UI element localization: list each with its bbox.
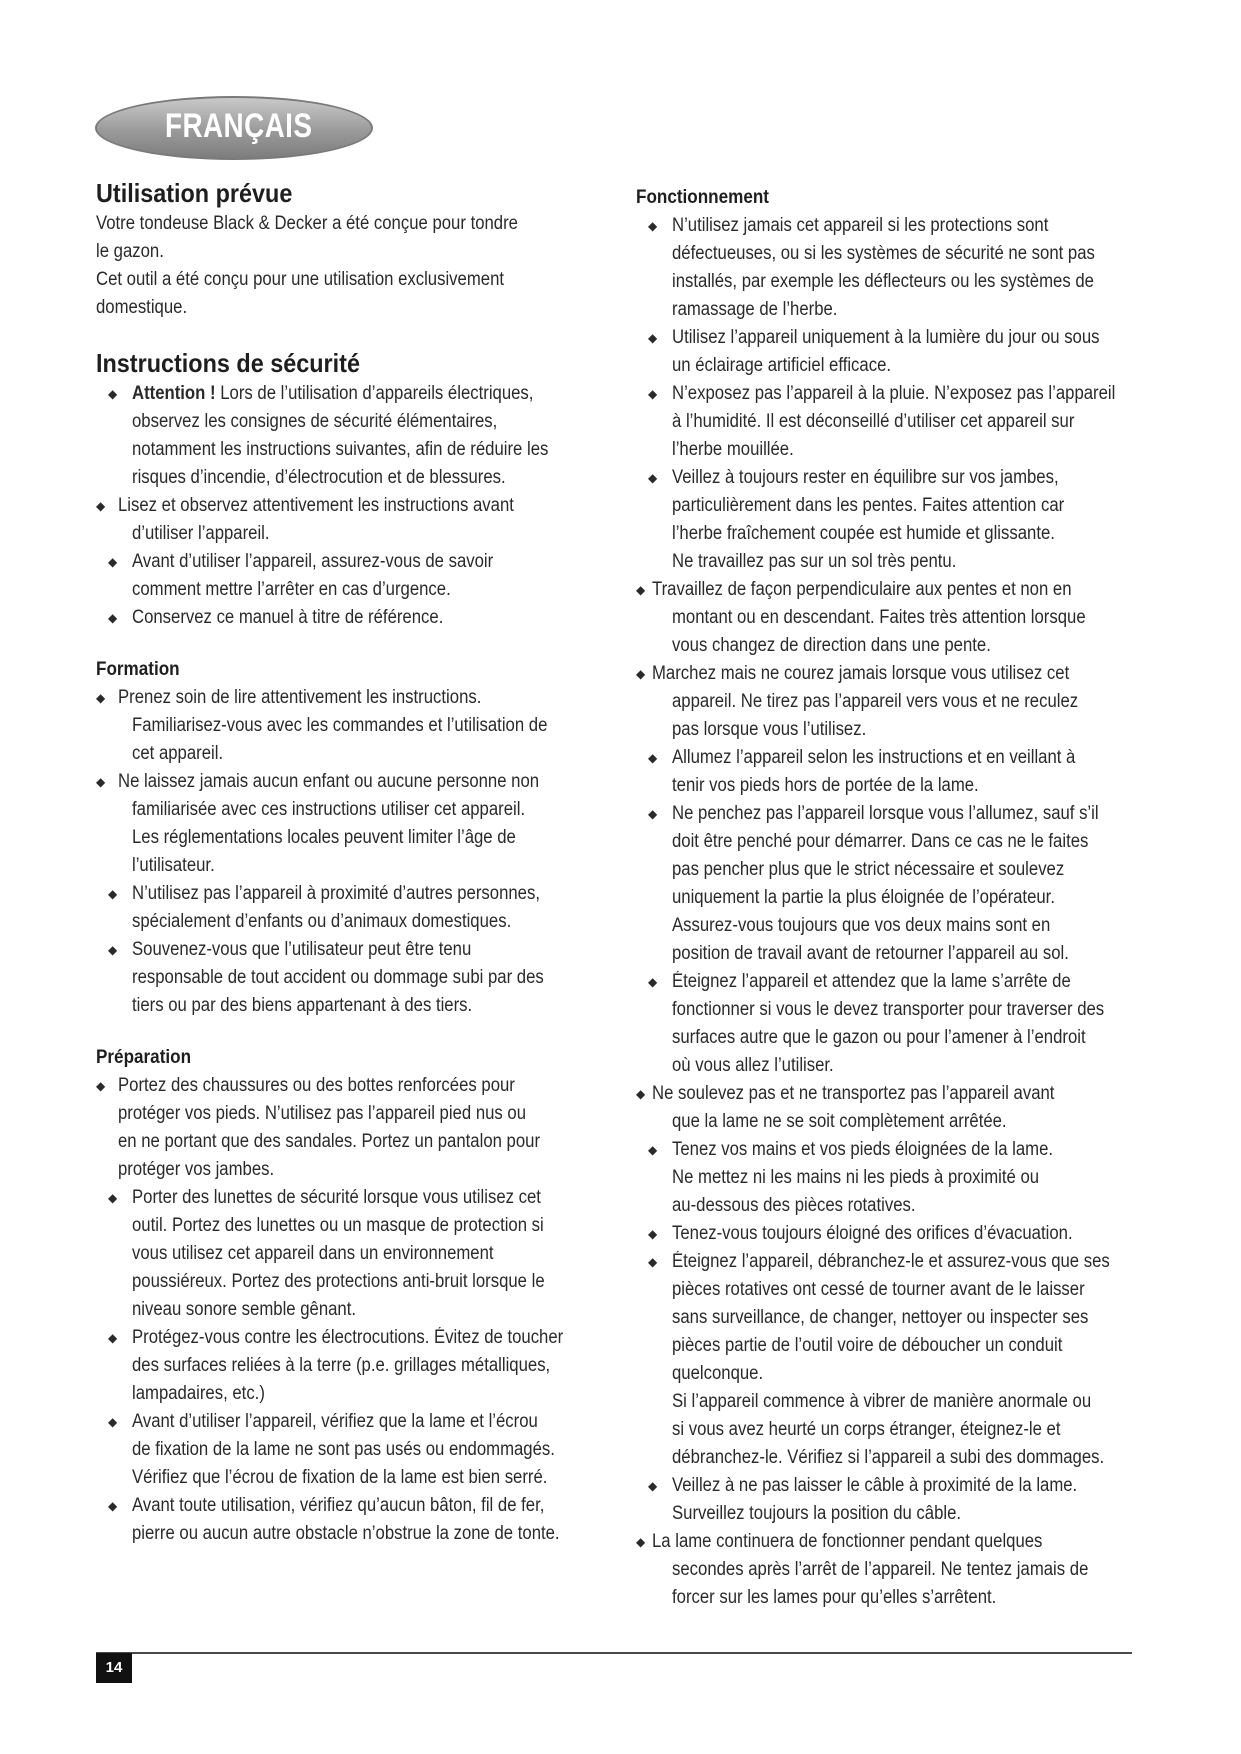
list-item xyxy=(636,1248,1156,1276)
text-line: des surfaces reliées à la terre (p.e. grillages métalliques, xyxy=(132,1355,551,1376)
text-line: en ne portant que des sandales. Portez un pantalon pour xyxy=(118,1131,541,1152)
text-line: Tenez vos mains et vos pieds éloignées de la lame. xyxy=(672,1139,1054,1160)
list-item-cont xyxy=(636,520,1156,548)
list-item-cont xyxy=(636,492,1156,520)
text-line: le gazon. xyxy=(96,241,164,262)
list-item xyxy=(96,604,616,632)
list-item-cont xyxy=(96,1520,616,1548)
left-column xyxy=(96,176,616,1548)
text-line: Lisez et observez attentivement les instructions avant xyxy=(118,495,514,516)
safety-list-3 xyxy=(96,548,616,632)
text-line: comment mettre l’arrêter en cas d’urgence. xyxy=(132,579,451,600)
list-item xyxy=(96,1184,616,1212)
text-line: fonctionner si vous le devez transporter pour traverser des xyxy=(672,999,1105,1020)
text-line: outil. Portez des lunettes ou un masque de protection si xyxy=(132,1215,544,1236)
text-line: où vous allez l’utiliser. xyxy=(672,1055,834,1076)
list-item-cont xyxy=(96,852,616,880)
list-item-cont xyxy=(96,712,616,740)
text-line: Portez des chaussures ou des bottes renforcées pour xyxy=(118,1075,515,1096)
bullet-diamond-icon: ◆ xyxy=(96,499,106,513)
bullet-diamond-icon: ◆ xyxy=(108,1191,118,1205)
right-column xyxy=(636,184,1156,1612)
text-line: Avant d’utiliser l’appareil, assurez-vous de savoir xyxy=(132,551,494,572)
list-item-cont xyxy=(636,1388,1156,1416)
list-item xyxy=(636,380,1156,408)
text-line: d’utiliser l’appareil. xyxy=(132,523,270,544)
list-item xyxy=(96,880,616,908)
list-item-cont xyxy=(96,1156,616,1184)
preparation-list xyxy=(96,1072,616,1184)
list-item-cont xyxy=(96,824,616,852)
list-item-cont xyxy=(96,1240,616,1268)
text-line: risques d’incendie, d’électrocution et de blessures. xyxy=(132,467,506,488)
text-line: montant ou en descendant. Faites très attention lorsque xyxy=(672,607,1086,628)
attention-label: Attention ! xyxy=(132,383,216,404)
text-line: uniquement la partie la plus éloignée de l’opérateur. xyxy=(672,887,1055,908)
list-item-cont xyxy=(96,740,616,768)
text-line: observez les consignes de sécurité élémentaires, xyxy=(132,411,498,432)
list-item-cont xyxy=(636,1556,1156,1584)
text-line: niveau sonore semble gênant. xyxy=(132,1299,357,1320)
list-item-cont xyxy=(96,464,616,492)
text-line: Ne soulevez pas et ne transportez pas l’appareil avant xyxy=(652,1083,1055,1104)
list-item-cont xyxy=(636,912,1156,940)
list-item-cont xyxy=(636,1584,1156,1612)
list-item xyxy=(96,1492,616,1520)
text-line: Porter des lunettes de sécurité lorsque vous utilisez cet xyxy=(132,1187,541,1208)
list-item-cont xyxy=(636,436,1156,464)
text-line: cet appareil. xyxy=(132,743,224,764)
text-line: Assurez-vous toujours que vos deux mains sont en xyxy=(672,915,1051,936)
text-line: Avant d’utiliser l’appareil, vérifiez que la lame et l’écrou xyxy=(132,1411,538,1432)
formation-list-2 xyxy=(96,880,616,1020)
list-item-cont xyxy=(96,1380,616,1408)
text-line: responsable de tout accident ou dommage subi par des xyxy=(132,967,544,988)
page-number: 14 xyxy=(96,1653,132,1683)
list-item-cont xyxy=(96,908,616,936)
text-line: Utilisez l’appareil uniquement à la lumière du jour ou sous xyxy=(672,327,1100,348)
list-item xyxy=(636,1080,1156,1108)
list-item-cont xyxy=(636,716,1156,744)
bullet-diamond-icon: ◆ xyxy=(648,975,658,989)
list-item-cont xyxy=(636,856,1156,884)
bullet-diamond-icon: ◆ xyxy=(108,611,118,625)
list-item-cont xyxy=(636,1192,1156,1220)
bullet-diamond-icon: ◆ xyxy=(636,583,646,597)
text-line: Vérifiez que l’écrou de fixation de la lame est bien serré. xyxy=(132,1467,548,1488)
bullet-diamond-icon: ◆ xyxy=(648,1143,658,1157)
list-item xyxy=(636,968,1156,996)
safety-list-2 xyxy=(96,492,616,548)
formation-list xyxy=(96,684,616,880)
list-item-cont xyxy=(636,940,1156,968)
text-line: protéger vos pieds. N’utilisez pas l’appareil pied nus ou xyxy=(118,1103,527,1124)
list-item-cont xyxy=(636,1052,1156,1080)
list-item-cont xyxy=(636,1164,1156,1192)
text-line: N’exposez pas l’appareil à la pluie. N’exposez pas l’appareil xyxy=(672,383,1116,404)
bullet-diamond-icon: ◆ xyxy=(648,1479,658,1493)
list-item-cont xyxy=(636,1332,1156,1360)
text-line: lampadaires, etc.) xyxy=(132,1383,265,1404)
text-line: pas pencher plus que le strict nécessaire et soulevez xyxy=(672,859,1065,880)
list-item-cont xyxy=(96,1100,616,1128)
bullet-diamond-icon: ◆ xyxy=(636,1087,646,1101)
text-line: Lors de l’utilisation d’appareils électriques, xyxy=(215,383,534,404)
language-badge xyxy=(95,96,373,160)
text-line: Éteignez l’appareil, débranchez-le et assurez-vous que ses xyxy=(672,1251,1110,1272)
text-line: Surveillez toujours la position du câble. xyxy=(672,1503,962,1524)
text-line: Prenez soin de lire attentivement les instructions. xyxy=(118,687,482,708)
bullet-diamond-icon: ◆ xyxy=(96,1079,106,1093)
text-line: Veillez à ne pas laisser le câble à proximité de la lame. xyxy=(672,1475,1078,1496)
bullet-diamond-icon: ◆ xyxy=(648,807,658,821)
text-line: vous utilisez cet appareil dans un environnement xyxy=(132,1243,494,1264)
list-item-cont xyxy=(96,1268,616,1296)
text-line: pierre ou aucun autre obstacle n’obstrue la zone de tonte. xyxy=(132,1523,560,1544)
text-line: N’utilisez jamais cet appareil si les protections sont xyxy=(672,215,1049,236)
text-line: pas lorsque vous l’utilisez. xyxy=(672,719,867,740)
safety-list xyxy=(96,380,616,492)
text-line: que la lame ne se soit complètement arrêtée. xyxy=(672,1111,1007,1132)
list-item-cont xyxy=(96,576,616,604)
text-line: ramassage de l’herbe. xyxy=(672,299,838,320)
list-item-cont xyxy=(636,240,1156,268)
text-line: débranchez-le. Vérifiez si l’appareil a subi des dommages. xyxy=(672,1447,1105,1468)
bullet-diamond-icon: ◆ xyxy=(96,775,106,789)
text-line: Travaillez de façon perpendiculaire aux pentes et non en xyxy=(652,579,1072,600)
list-item xyxy=(96,936,616,964)
list-item xyxy=(636,464,1156,492)
bullet-diamond-icon: ◆ xyxy=(96,691,106,705)
list-item-cont xyxy=(636,1500,1156,1528)
bullet-diamond-icon: ◆ xyxy=(108,943,118,957)
bullet-diamond-icon: ◆ xyxy=(108,1415,118,1429)
text-line: protéger vos jambes. xyxy=(118,1159,275,1180)
list-item-cont xyxy=(96,436,616,464)
list-item-cont xyxy=(96,408,616,436)
text-line: N’utilisez pas l’appareil à proximité d’autres personnes, xyxy=(132,883,540,904)
text-line: à l’humidité. Il est déconseillé d’utiliser cet appareil sur xyxy=(672,411,1075,432)
list-item xyxy=(636,1472,1156,1500)
list-item xyxy=(636,660,1156,688)
text-line: l’herbe mouillée. xyxy=(672,439,794,460)
bullet-diamond-icon: ◆ xyxy=(648,1255,658,1269)
bullet-diamond-icon: ◆ xyxy=(108,555,118,569)
list-item-cont xyxy=(636,1024,1156,1052)
bullet-diamond-icon: ◆ xyxy=(648,387,658,401)
list-item-cont xyxy=(636,268,1156,296)
text-line: Protégez-vous contre les électrocutions. Évitez de toucher xyxy=(132,1327,564,1348)
text-line: Si l’appareil commence à vibrer de manière anormale ou xyxy=(672,1391,1092,1412)
text-line: installés, par exemple les déflecteurs ou les systèmes de xyxy=(672,271,1094,292)
list-item-cont xyxy=(96,1352,616,1380)
list-item-cont xyxy=(636,1304,1156,1332)
list-item-cont xyxy=(636,296,1156,324)
text-line: un éclairage artificiel efficace. xyxy=(672,355,892,376)
list-item-cont xyxy=(636,1444,1156,1472)
list-item xyxy=(636,324,1156,352)
text-line: Allumez l’appareil selon les instructions et en veillant à xyxy=(672,747,1076,768)
text-line: appareil. Ne tirez pas l’appareil vers vous et ne reculez xyxy=(672,691,1079,712)
list-item-cont xyxy=(96,796,616,824)
bullet-diamond-icon: ◆ xyxy=(648,219,658,233)
list-item xyxy=(636,744,1156,772)
text-line: pièces rotatives ont cessé de tourner avant de le laisser xyxy=(672,1279,1085,1300)
list-item xyxy=(96,684,616,712)
list-item-cont xyxy=(96,1128,616,1156)
list-item-cont xyxy=(96,1464,616,1492)
list-item-cont xyxy=(96,1212,616,1240)
bullet-diamond-icon: ◆ xyxy=(648,471,658,485)
text-line: Conservez ce manuel à titre de référence. xyxy=(132,607,444,628)
text-line: Avant toute utilisation, vérifiez qu’aucun bâton, fil de fer, xyxy=(132,1495,545,1516)
bullet-diamond-icon: ◆ xyxy=(108,1499,118,1513)
heading-operation: Fonctionnement xyxy=(636,187,770,208)
text-line: familiarisée avec ces instructions utiliser cet appareil. xyxy=(132,799,526,820)
list-item-cont xyxy=(96,1436,616,1464)
text-line: Veillez à toujours rester en équilibre sur vos jambes, xyxy=(672,467,1059,488)
list-item-cont xyxy=(636,1276,1156,1304)
list-item xyxy=(96,768,616,796)
list-item-cont xyxy=(636,352,1156,380)
text-line: position de travail avant de retourner l’appareil au sol. xyxy=(672,943,1069,964)
text-line: secondes après l’arrêt de l’appareil. Ne tentez jamais de xyxy=(672,1559,1089,1580)
list-item-cont xyxy=(96,992,616,1020)
text-line: Familiarisez-vous avec les commandes et l’utilisation de xyxy=(132,715,548,736)
list-item-cont xyxy=(636,1360,1156,1388)
list-item xyxy=(96,1324,616,1352)
text-line: notamment les instructions suivantes, afin de réduire les xyxy=(132,439,549,460)
text-line: sans surveillance, de changer, nettoyer ou inspecter ses xyxy=(672,1307,1089,1328)
text-line: doit être penché pour démarrer. Dans ce cas ne le faites xyxy=(672,831,1089,852)
list-item xyxy=(96,380,616,408)
list-item-cont xyxy=(636,408,1156,436)
text-line: si vous avez heurté un corps étranger, éteignez-le et xyxy=(672,1419,1061,1440)
bullet-diamond-icon: ◆ xyxy=(648,751,658,765)
bullet-diamond-icon: ◆ xyxy=(636,1535,646,1549)
text-line: tenir vos pieds hors de portée de la lame. xyxy=(672,775,979,796)
text-line: Ne penchez pas l’appareil lorsque vous l’allumez, sauf s’il xyxy=(672,803,1099,824)
list-item-cont xyxy=(636,828,1156,856)
text-line: Les réglementations locales peuvent limiter l’âge de xyxy=(132,827,516,848)
text-line: Éteignez l’appareil et attendez que la lame s’arrête de xyxy=(672,971,1071,992)
heading-formation: Formation xyxy=(96,659,180,680)
list-item xyxy=(96,492,616,520)
heading-preparation: Préparation xyxy=(96,1047,192,1068)
preparation-list-2 xyxy=(96,1184,616,1548)
text-line: poussiéreux. Portez des protections anti-bruit lorsque le xyxy=(132,1271,545,1292)
text-line: forcer sur les lames pour qu’elles s’arrêtent. xyxy=(672,1587,997,1608)
list-item-cont xyxy=(636,884,1156,912)
bullet-diamond-icon: ◆ xyxy=(636,667,646,681)
text-line: Cet outil a été conçu pour une utilisation exclusivement xyxy=(96,269,505,290)
list-item-cont xyxy=(96,520,616,548)
text-line: Souvenez-vous que l’utilisateur peut être tenu xyxy=(132,939,472,960)
footer-rule xyxy=(96,1652,1132,1654)
text-line: Ne travaillez pas sur un sol très pentu. xyxy=(672,551,957,572)
text-line: Marchez mais ne courez jamais lorsque vous utilisez cet xyxy=(652,663,1070,684)
text-line: l’herbe fraîchement coupée est humide et glissante. xyxy=(672,523,1055,544)
bullet-diamond-icon: ◆ xyxy=(108,1331,118,1345)
list-item-cont xyxy=(96,1296,616,1324)
text-line: Ne mettez ni les mains ni les pieds à proximité ou xyxy=(672,1167,1040,1188)
bullet-diamond-icon: ◆ xyxy=(108,887,118,901)
list-item-cont xyxy=(636,1108,1156,1136)
heading-safety: Instructions de sécurité xyxy=(96,348,360,378)
text-line: domestique. xyxy=(96,297,188,318)
list-item xyxy=(96,1072,616,1100)
list-item xyxy=(636,1220,1156,1248)
list-item-cont xyxy=(636,548,1156,576)
list-item xyxy=(96,548,616,576)
heading-intended-use: Utilisation prévue xyxy=(96,178,293,208)
bullet-diamond-icon: ◆ xyxy=(648,331,658,345)
bullet-diamond-icon: ◆ xyxy=(648,1227,658,1241)
list-item xyxy=(636,1528,1156,1556)
list-item-cont xyxy=(636,688,1156,716)
list-item-cont xyxy=(636,996,1156,1024)
text-line: vous changez de direction dans une pente. xyxy=(672,635,991,656)
text-line: spécialement d’enfants ou d’animaux domestiques. xyxy=(132,911,512,932)
list-item-cont xyxy=(636,632,1156,660)
text-line: l’utilisateur. xyxy=(132,855,215,876)
list-item xyxy=(636,576,1156,604)
list-item xyxy=(96,1408,616,1436)
text-line: de fixation de la lame ne sont pas usés ou endommagés. xyxy=(132,1439,555,1460)
list-item-cont xyxy=(636,1416,1156,1444)
text-line: pièces partie de l’outil voire de déboucher un conduit xyxy=(672,1335,1063,1356)
text-line: défectueuses, ou si les systèmes de sécurité ne sont pas xyxy=(672,243,1095,264)
text-line: tiers ou par des biens appartenant à des tiers. xyxy=(132,995,473,1016)
operation-list xyxy=(636,212,1156,1612)
language-label: FRANÇAIS xyxy=(165,107,313,145)
list-item xyxy=(636,212,1156,240)
text-line: Tenez-vous toujours éloigné des orifices d’évacuation. xyxy=(672,1223,1073,1244)
list-item xyxy=(636,800,1156,828)
list-item-cont xyxy=(636,772,1156,800)
text-line: Votre tondeuse Black & Decker a été conçue pour tondre xyxy=(96,213,518,234)
text-line: La lame continuera de fonctionner pendant quelques xyxy=(652,1531,1043,1552)
list-item-cont xyxy=(636,604,1156,632)
list-item-cont xyxy=(96,964,616,992)
text-line: quelconque. xyxy=(672,1363,764,1384)
bullet-diamond-icon: ◆ xyxy=(108,387,118,401)
text-line: Ne laissez jamais aucun enfant ou aucune personne non xyxy=(118,771,540,792)
text-line: surfaces autre que le gazon ou pour l’amener à l’endroit xyxy=(672,1027,1086,1048)
list-item xyxy=(636,1136,1156,1164)
text-line: au-dessous des pièces rotatives. xyxy=(672,1195,916,1216)
text-line: particulièrement dans les pentes. Faites attention car xyxy=(672,495,1065,516)
